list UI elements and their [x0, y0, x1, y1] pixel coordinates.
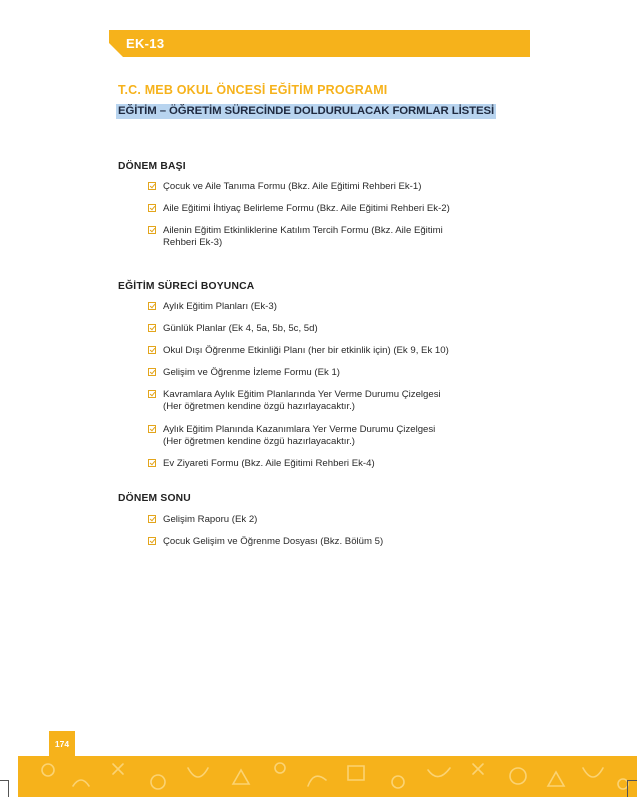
list-item	[148, 181, 508, 193]
checkbox-icon	[148, 302, 156, 310]
list-item	[148, 225, 508, 249]
list-item-text-continued: (Her öğretmen kendine özgü hazırlayacaktır.)	[163, 401, 355, 412]
page-number: 174	[49, 731, 75, 756]
checkbox-icon	[148, 346, 156, 354]
crop-mark	[627, 780, 637, 781]
checkbox-icon	[148, 204, 156, 212]
document-title: T.C. MEB OKUL ÖNCESİ EĞİTİM PROGRAMI	[118, 83, 388, 97]
list-item	[148, 367, 508, 379]
document-subtitle: EĞİTİM – ÖĞRETİM SÜRECİNDE DOLDURULACAK FORMLAR LİSTESİ	[118, 105, 495, 117]
list-item-text: Aylık Eğitim Planları (Ek-3)	[163, 301, 277, 312]
list-item-text: Gelişim Raporu (Ek 2)	[163, 514, 258, 525]
crop-mark	[627, 780, 628, 797]
doodle-pattern-icon	[18, 756, 637, 797]
list-item-text: Okul Dışı Öğrenme Etkinliği Planı (her bir etkinlik için) (Ek 9, Ek 10)	[163, 345, 449, 356]
header-bar	[109, 30, 530, 57]
checkbox-icon	[148, 425, 156, 433]
list-item-text: Gelişim ve Öğrenme İzleme Formu (Ek 1)	[163, 367, 340, 378]
list-item	[148, 458, 508, 470]
list-item	[148, 536, 508, 548]
footer-pattern-band	[18, 756, 637, 797]
appendix-label: EK-13	[126, 36, 165, 51]
list-item-text-continued: (Her öğretmen kendine özgü hazırlayacaktır.)	[163, 436, 355, 447]
checkbox-icon	[148, 390, 156, 398]
list-item-text: Ev Ziyareti Formu (Bkz. Aile Eğitimi Rehberi Ek-4)	[163, 458, 375, 469]
checkbox-icon	[148, 537, 156, 545]
list-item-text: Aylık Eğitim Planında Kazanımlara Yer Verme Durumu Çizelgesi	[163, 424, 436, 435]
crop-mark	[8, 780, 9, 797]
list-item-text: Çocuk ve Aile Tanıma Formu (Bkz. Aile Eğitimi Rehberi Ek-1)	[163, 181, 422, 192]
list-item	[148, 514, 508, 526]
section-heading: DÖNEM BAŞI	[118, 161, 186, 172]
list-item-text: Çocuk Gelişim ve Öğrenme Dosyası (Bkz. Bölüm 5)	[163, 536, 384, 547]
list-item-text-continued: Rehberi Ek-3)	[163, 237, 223, 248]
list-item	[148, 424, 508, 448]
list-item	[148, 301, 508, 313]
checkbox-icon	[148, 324, 156, 332]
checkbox-icon	[148, 459, 156, 467]
list-item	[148, 345, 508, 357]
checkbox-icon	[148, 182, 156, 190]
checkbox-icon	[148, 368, 156, 376]
list-item	[148, 389, 508, 413]
section-heading: EĞİTİM SÜRECİ BOYUNCA	[118, 281, 255, 292]
crop-mark	[0, 780, 9, 781]
list-item	[148, 203, 508, 215]
checkbox-icon	[148, 515, 156, 523]
list-item	[148, 323, 508, 335]
checkbox-icon	[148, 226, 156, 234]
list-item-text: Ailenin Eğitim Etkinliklerine Katılım Tercih Formu (Bkz. Aile Eğitimi	[163, 225, 443, 236]
list-item-text: Kavramlara Aylık Eğitim Planlarında Yer Verme Durumu Çizelgesi	[163, 389, 441, 400]
section-heading: DÖNEM SONU	[118, 493, 191, 504]
list-item-text: Günlük Planlar (Ek 4, 5a, 5b, 5c, 5d)	[163, 323, 318, 334]
list-item-text: Aile Eğitimi İhtiyaç Belirleme Formu (Bkz. Aile Eğitimi Rehberi Ek-2)	[163, 203, 450, 214]
